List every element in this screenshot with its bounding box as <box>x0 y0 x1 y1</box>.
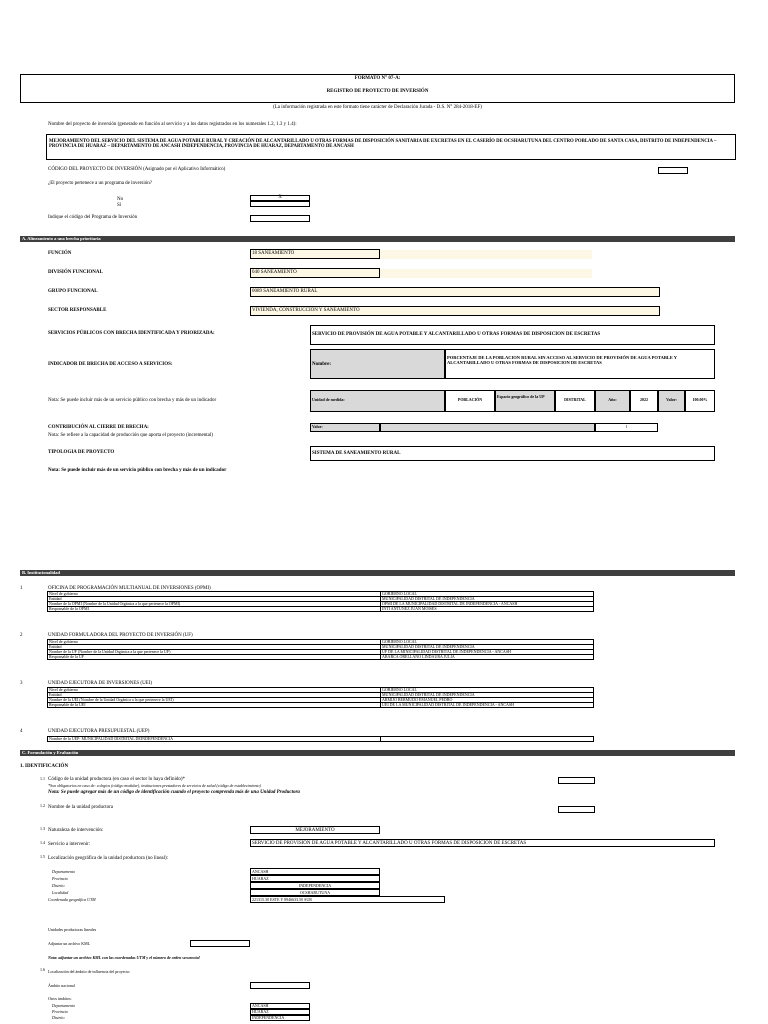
q15-label: Localización geográfica de la unidad productora (no lineal): <box>48 856 169 861</box>
row-value: MUNICIPALIDAD DISTRITAL DE INDEPENDENCIA <box>381 645 594 650</box>
identificacion-heading: 1. IDENTIFICACIÓN <box>20 764 69 769</box>
format-number: FORMATO N° 07-A: <box>354 76 401 81</box>
section-a-header: A. Alineamiento a una brecha prioritaria <box>20 236 735 242</box>
division-extension <box>380 269 592 278</box>
unidad-value: POBLACIÓN <box>457 397 483 402</box>
division-label: DIVISIÓN FUNCIONAL <box>48 270 103 275</box>
funcion-extension <box>380 250 592 259</box>
q11-label: Código de la unidad productora (en caso el sector lo haya definido)* <box>48 777 186 782</box>
loc-provincia-field <box>250 875 380 882</box>
row-label: Nivel de gobierno <box>48 592 381 597</box>
table-row <box>48 607 594 612</box>
si-checkbox[interactable] <box>250 201 310 207</box>
valor-label: Valor: <box>666 397 677 402</box>
kml-note: Nota: adjuntar un archivo KML con las coordenadas UTM y el número de orden secuencial <box>48 955 200 960</box>
row-label: Nombre de la UEP: MUNICIPALIDAD DISTRITAL DEINDEPENDENCIA <box>48 737 381 742</box>
program-question: ¿El proyecto pertenece a un programa de inversión? <box>48 181 152 186</box>
no-label: No <box>117 197 124 202</box>
row-value: ARMIJO BERMUDO EMANUEL PEDRO <box>381 698 594 703</box>
q14-num: 1.4 <box>40 840 45 845</box>
contrib-valor: 1 <box>625 424 628 429</box>
indicador-name-label: Nombre: <box>312 362 332 367</box>
row-label: Entidad <box>48 693 381 698</box>
funcion-value: 18 SANEAMIENTO <box>252 251 295 256</box>
nota-servicio: Nota: Se puede incluir más de un servicio público con brecha y más de un indicador <box>48 398 217 403</box>
row-value: UF DE LA MINICIPALIDAD DISTRITAL DE INDEPENDENCIA - ANCASH <box>381 650 594 655</box>
loc-provincia-value: HUARAZ <box>252 876 269 881</box>
loc2-provincia-label: Provincia <box>52 1009 68 1014</box>
sector-value: VIVIENDA, CONSTRUCCIÓN Y SANEAMIENTO <box>252 308 360 313</box>
q16-label: Localización del ámbito de influencia del proyecto: <box>48 969 131 974</box>
inst-4-num: 4 <box>20 729 23 734</box>
table-row <box>48 703 594 708</box>
q14-label: Servicio a intervenir: <box>48 842 91 847</box>
inst-3-title: UNIDAD EJECUTORA DE INVERSIONES (UEI) <box>48 681 153 686</box>
project-name: MEJORAMIENTO DEL SERVICIO DEL SISTEMA DE AGUA POTABLE RURAL Y CREACIÓN DE ALCANTARILLADO U OTRAS FORMAS DE DISPOSICIÓN SANITARIA DE EXCRETAS EN EL CASERÍO DE OCSHARUTUNA DEL CENTRO POBLADO DE SANTA CASA, DISTRITO DE INDEPENDENCIA – PROVINCIA DE HUARAZ – DEPARTAMENTO DE ANCASH INDEPENDENCIA, PROVINCIA DE HUARAZ, DEPARTAMENTO DE ANCASH <box>49 139 717 150</box>
servicios-value: SERVICIO DE PROVISIÓN DE AGUA POTABLE Y ALCANTARILLADO U OTRAS FORMAS DE DISPOSICION DE ESCRETAS <box>312 332 601 337</box>
q12-field[interactable] <box>558 806 595 813</box>
header-note: (La información registrada en este formato tiene carácter de Declaración Jurada - D.S. N° 284-2018-EF) <box>273 105 482 110</box>
espacio-value: DISTRITAL <box>564 397 586 402</box>
inst-2-num: 2 <box>20 633 23 638</box>
q11-note2: Nota: Se puede agregar más de un código de identificación cuando el proyecto comprenda más de una Unidad Productora <box>48 790 300 795</box>
indicador-label: INDICADOR DE BRECHA DE ACCESO A SERVICIOS: <box>48 362 173 367</box>
table-row <box>48 655 594 660</box>
si-label: Sí <box>117 203 122 208</box>
loc-localidad-label: Localidad <box>52 890 69 895</box>
otros-ambitos-label: Otros ámbitos: <box>48 996 72 1001</box>
nota-final: Nota: Se puede incluir más de un servicio público con brecha y más de un indicador <box>48 468 227 473</box>
q12-label: Nombre de la unidad productora <box>48 805 113 810</box>
q11-note1: *Son obligatorios en caso de: colegios (código modular), instituciones prestadores de servicios de salud (código de establecimiento) <box>48 783 261 788</box>
valor-value: 100.00% <box>692 397 708 402</box>
project-name-label: Nombre del proyecto de inversión (generado en función al servicio y a los datos registrados en los numerales 1.2, 1.3 y 1.4): <box>48 122 297 127</box>
contrib-label: CONTRIBUCIÓN AL CIERRE DE BRECHA: <box>48 425 149 430</box>
row-value: ABARCA ORELLANO LINDAURA JULIA <box>381 655 594 660</box>
loc-utm-value: 221315.30 ESTE Y 8946633.50 SUR <box>252 897 312 902</box>
loc-localidad-value: OCSHARUTUNA <box>299 890 331 895</box>
grupo-value: 0089 SANEAMIENTO RURAL <box>252 289 318 294</box>
kml-label: Adjuntar un archivo KML <box>48 941 91 946</box>
program-code-label: Indique el código del Programa de Inversión <box>48 215 138 220</box>
division-value: 040 SANEAMIENTO <box>252 270 297 275</box>
q12-num: 1.2 <box>40 803 45 808</box>
row-label: Entidad <box>48 597 381 602</box>
contrib-note: Nota: Se refiere a la capacidad de producción que aporta el proyecto (incremental) <box>48 433 213 438</box>
ambito-nacional-field[interactable] <box>250 982 310 989</box>
loc2-distrito-value: INDEPENDENCIA <box>252 1015 285 1020</box>
q14-value: SERVICIO DE PROVISIÓN DE AGUA POTABLE Y ALCANTARILLADO U OTRAS FORMAS DE DISPOSICION DE ESCRETAS <box>252 841 527 846</box>
servicios-label: SERVICIOS PÚBLICOS CON BRECHA IDENTIFICADA Y PRIORIZADA: <box>48 331 215 336</box>
row-value: GOBIERNO LOCAL <box>381 640 594 645</box>
row-label: Nombre de la OPMI (Nombre de la Unidad Orgánica a la que pertenece la OPMI) <box>48 602 381 607</box>
loc-distrito-value: INDEPENDENCIA <box>298 883 332 888</box>
row-label: Nombre de la UEI (Nombre de la Unidad Orgánica a la que pertenece la UEI) <box>48 698 381 703</box>
project-code-label: CÓDIGO DEL PROYECTO DE INVERSIÓN (Asignado por el Aplicativo Informático) <box>48 167 226 172</box>
unidad-label: Unidad de medida: <box>312 397 345 402</box>
sector-label: SECTOR RESPONSABLE <box>48 308 107 313</box>
grupo-label: GRUPO FUNCIONAL <box>48 289 98 294</box>
q11-num: 1.1 <box>40 776 45 781</box>
q11-field[interactable] <box>558 777 595 784</box>
funcion-label: FUNCIÓN <box>48 251 72 256</box>
row-value: OPMI DE LA MUNICIPALIDAD DISTRITAL DE INDEPENDENCIA - ANCASH <box>381 602 594 607</box>
row-label: Nombre de la UF (Nombre de la Unidad Orgánica a la que pertenece la UF) <box>48 650 381 655</box>
row-value: GOBIERNO LOCAL <box>381 688 594 693</box>
kml-upload-field[interactable] <box>190 940 250 947</box>
loc-departamento-field <box>250 868 380 875</box>
q13-num: 1.3 <box>40 826 45 831</box>
ambito-nacional-label: Ámbito nacional <box>48 983 75 988</box>
inst-1-num: 1 <box>20 586 23 591</box>
anio-label: Año: <box>608 397 617 402</box>
inst-3-table <box>47 687 594 708</box>
project-code-field[interactable] <box>658 167 688 174</box>
row-value: MUNICIPALIDAD DISTRITAL DE INDEPENDENCIA <box>381 693 594 698</box>
inst-3-num: 3 <box>20 681 23 686</box>
q15-num: 1.5 <box>40 854 45 859</box>
q16-num: 1.6 <box>40 967 45 972</box>
inst-2-title: UNIDAD FORMULADORA DEL PROYECTO DE INVERSIÓN (UF) <box>48 633 193 638</box>
row-value <box>381 737 594 742</box>
section-b-header: B. Institucionalidad <box>20 570 735 576</box>
row-value: GOBIERNO LOCAL <box>381 592 594 597</box>
q13-value: MEJORAMIENTO <box>295 828 335 833</box>
row-label: Responsable de la UF <box>48 655 381 660</box>
row-value: UEI DE LA MUNICIPALIDAD DISTRITAL DE INDEPENDENCIA - ANCASH <box>381 703 594 708</box>
inst-1-title: OFICINA DE PROGRAMACIÓN MULTIANUAL DE INVERSIONES (OPMI) <box>48 586 211 591</box>
row-label: Nivel de gobierno <box>48 688 381 693</box>
indicador-value: PORCENTAJE DE LA POBLACION RURAL SIN ACCESO AL SERVICIO DE PROVISIÓN DE AGUA POTABLE Y ALCANTARILLADO U OTRAS FORMAS DE DISPOSICION DE ESCRETAS <box>447 355 677 365</box>
section-c-header: C. Formulación y Evaluación <box>20 750 735 756</box>
program-code-field[interactable] <box>250 215 310 222</box>
loc-provincia-label: Provincia <box>52 876 68 881</box>
contrib-spacer <box>380 423 595 432</box>
row-label: Responsable de la OPMI <box>48 607 381 612</box>
loc-utm-label: Coordenada geográfica UTM <box>48 897 96 902</box>
inst-1-table <box>47 591 594 612</box>
loc2-provincia-value: HUARAZ <box>252 1009 269 1014</box>
row-label: Entidad <box>48 645 381 650</box>
inst-4-title: UNIDAD EJECUTORA PRESUPUESTAL (UEP) <box>48 729 150 734</box>
contrib-valor-label: Valor: <box>312 424 323 429</box>
loc2-departamento-value: ANCASH <box>252 1003 269 1008</box>
row-label: Nivel de gobierno <box>48 640 381 645</box>
tipologia-label: TIPOLOGIA DE PROYECTO <box>48 450 115 455</box>
inst-4-table <box>47 736 594 742</box>
no-check-mark: X <box>278 195 282 200</box>
espacio-label: Espacio geográfico de la UP <box>497 394 545 399</box>
loc2-distrito-label: Distrito <box>52 1015 65 1020</box>
row-value: INTI ANTUNEZ JUAN MOISES <box>381 607 594 612</box>
loc2-departamento-label: Departamento <box>52 1003 76 1008</box>
row-value: MUNICIPALIDAD DISTRITAL DE INDEPENDENCIA <box>381 597 594 602</box>
loc-distrito-label: Distrito <box>52 883 65 888</box>
loc-departamento-value: ANCASH <box>252 869 269 874</box>
table-row <box>48 737 594 742</box>
row-label: Responsable de la UEI <box>48 703 381 708</box>
anio-value: 2022 <box>640 397 648 402</box>
lineal-label: Unidades productoras lineales <box>48 927 97 932</box>
q13-label: Naturaleza de intervención: <box>48 828 104 833</box>
inst-2-table <box>47 639 594 660</box>
page-title: REGISTRO DE PROYECTO DE INVERSIÓN <box>326 89 429 94</box>
tipologia-value: SISTEMA DE SANEAMIENTO RURAL <box>312 451 401 456</box>
loc-departamento-label: Departamento <box>52 869 76 874</box>
